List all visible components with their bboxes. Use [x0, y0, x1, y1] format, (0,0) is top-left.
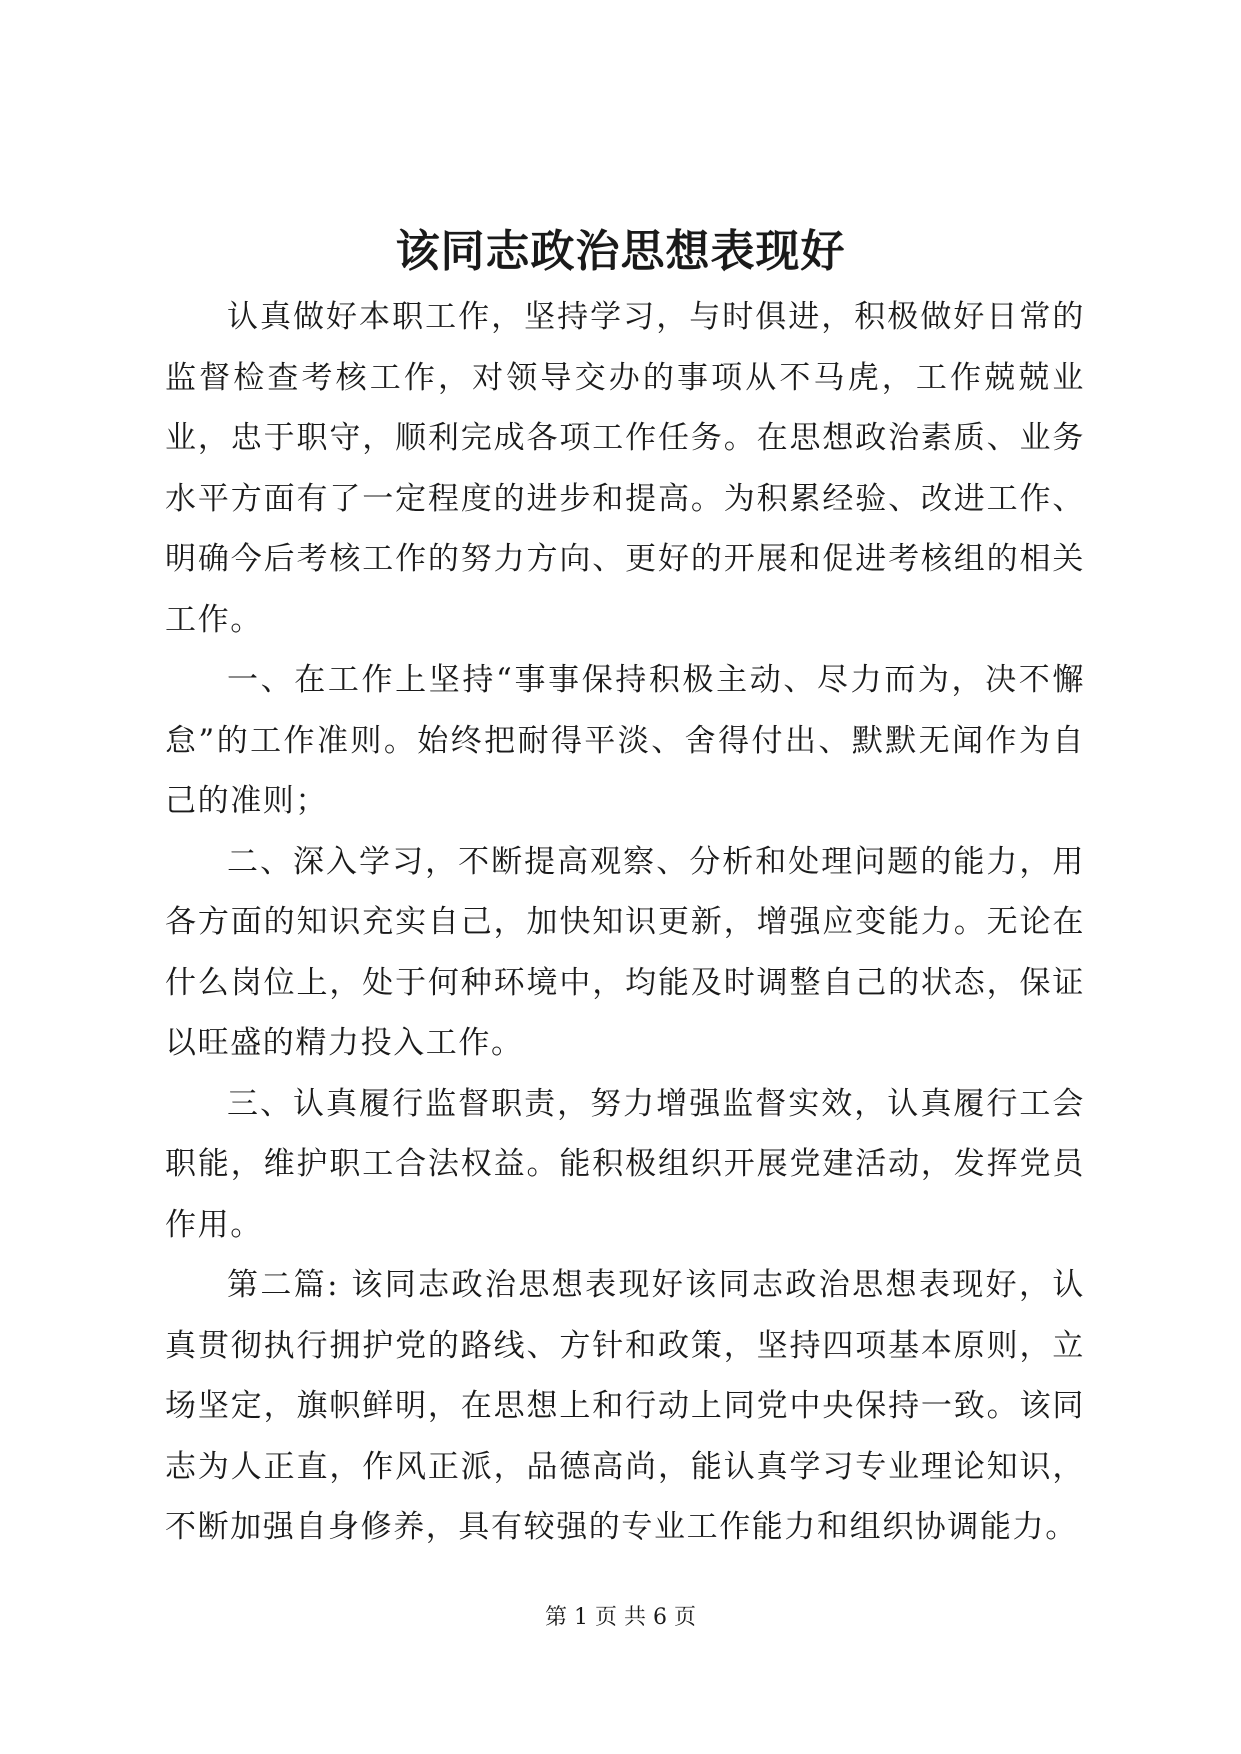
paragraph-intro: 认真做好本职工作，坚持学习，与时俱进，积极做好日常的监督检查考核工作，对领导交办的事项从不马虎，工作兢兢业业，忠于职守，顺利完成各项工作任务。在思想政治素质、业务水平方面有了一定程度的进步和提高。为积累经验、改进工作、明确今后考核工作的努力方向、更好的开展和促进考核组的相关工作。 — [165, 299, 1085, 638]
paragraph-point-three: 三、认真履行监督职责，努力增强监督实效，认真履行工会职能，维护职工合法权益。能积极组织开展党建活动，发挥党员作用。 — [165, 1085, 1085, 1243]
paragraph-point-one: 一、在工作上坚持“事事保持积极主动、尽力而为，决不懈怠”的工作准则。始终把耐得平淡、舍得付出、默默无闻作为自己的准则； — [165, 662, 1085, 819]
document-title: 该同志政治思想表现好 — [395, 226, 846, 277]
page-footer: 第 1 页 共 6 页 — [545, 1605, 696, 1630]
paragraph-second-article: 第二篇: 该同志政治思想表现好该同志政治思想表现好，认真贯彻执行拥护党的路线、方针和政策，坚持四项基本原则，立场坚定，旗帜鲜明，在思想上和行动上同党中央保持一致。该同志为人正直，作风正派，品德高尚，能认真学习专业理论知识，不断加强自身修养，具有较强的专业工作能力和组织协调能力。 — [165, 1267, 1085, 1545]
paragraph-point-two: 二、深入学习，不断提高观察、分析和处理问题的能力，用各方面的知识充实自己，加快知识更新，增强应变能力。无论在什么岗位上，处于何种环境中，均能及时调整自己的状态，保证以旺盛的精力投入工作。 — [165, 843, 1085, 1061]
document-body — [165, 287, 1085, 1558]
